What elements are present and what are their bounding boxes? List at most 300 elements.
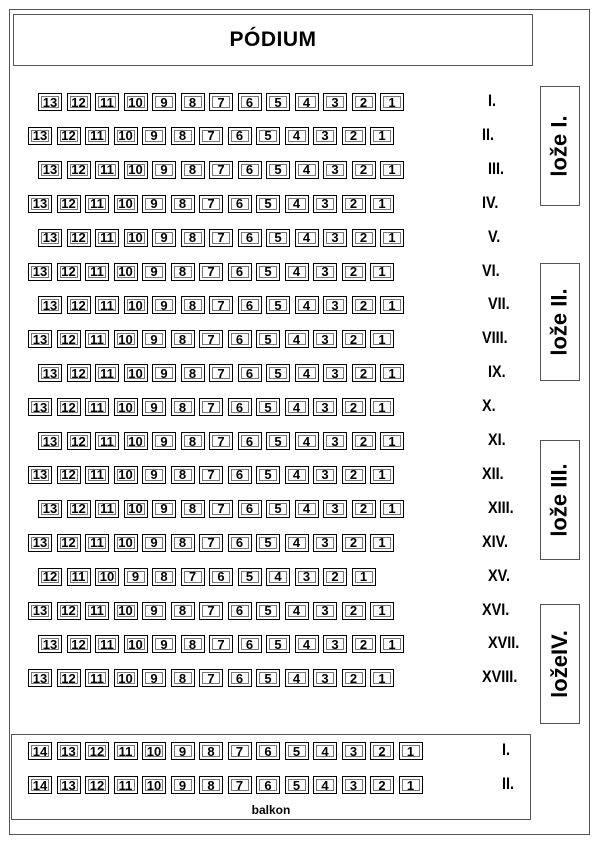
seat[interactable]: 12 [57,466,81,484]
seat[interactable]: 14 [28,776,52,794]
seat[interactable]: 2 [342,534,366,552]
seat[interactable]: 13 [38,500,62,518]
seat[interactable]: 11 [95,635,119,653]
seat[interactable]: 12 [67,500,91,518]
seat[interactable]: 4 [295,296,319,314]
seat-row [28,668,399,688]
seat[interactable]: 10 [124,432,148,450]
seat[interactable]: 8 [181,364,205,382]
seat[interactable]: 12 [57,602,81,620]
seat[interactable]: 8 [171,330,195,348]
seat[interactable]: 12 [67,161,91,179]
seat[interactable]: 7 [209,161,233,179]
seat[interactable]: 2 [370,742,394,760]
seat[interactable]: 11 [85,534,109,552]
seat[interactable]: 6 [238,93,262,111]
seat[interactable]: 11 [85,466,109,484]
seat[interactable]: 9 [142,534,166,552]
seat[interactable]: 7 [209,364,233,382]
seat[interactable]: 1 [370,669,394,687]
seat[interactable]: 6 [238,296,262,314]
seat[interactable]: 4 [266,568,290,586]
seat[interactable]: 9 [152,93,176,111]
seat[interactable]: 13 [28,398,52,416]
seat[interactable]: 11 [95,432,119,450]
seat[interactable]: 4 [285,398,309,416]
seat[interactable]: 5 [266,296,290,314]
row-label: I. [502,740,511,759]
seat[interactable]: 2 [352,296,376,314]
seat[interactable]: 5 [256,195,280,213]
seat[interactable]: 12 [67,296,91,314]
seat[interactable]: 13 [28,263,52,281]
loge-box [540,604,580,724]
row-label: VIII. [482,328,508,348]
seat[interactable]: 13 [28,534,52,552]
seat[interactable]: 8 [181,500,205,518]
seat[interactable]: 7 [199,602,223,620]
seat[interactable]: 3 [313,669,337,687]
row-label: VII. [488,294,510,314]
seat[interactable]: 10 [114,534,138,552]
seat[interactable]: 6 [209,568,233,586]
seat[interactable]: 7 [199,669,223,687]
seat-row [38,363,409,383]
seat[interactable]: 8 [181,296,205,314]
seat[interactable]: 13 [38,161,62,179]
seat[interactable]: 4 [285,330,309,348]
seat[interactable]: 7 [209,432,233,450]
seat[interactable]: 2 [352,364,376,382]
seat[interactable]: 3 [323,93,347,111]
loge-box [540,263,580,381]
seat[interactable]: 5 [256,669,280,687]
seat[interactable]: 9 [152,296,176,314]
seat[interactable]: 10 [114,398,138,416]
seat[interactable]: 10 [142,742,166,760]
seat[interactable]: 3 [313,127,337,145]
seat[interactable]: 1 [370,263,394,281]
seat[interactable]: 9 [142,602,166,620]
seat[interactable]: 6 [238,364,262,382]
seat[interactable]: 1 [370,195,394,213]
balcony-seat-row [28,775,427,795]
seat[interactable]: 1 [380,635,404,653]
seat[interactable]: 2 [342,263,366,281]
seat[interactable]: 5 [285,742,309,760]
seat[interactable]: 7 [199,195,223,213]
seat[interactable]: 5 [285,776,309,794]
seat[interactable]: 5 [238,568,262,586]
seat[interactable]: 1 [352,568,376,586]
seat[interactable]: 2 [342,398,366,416]
seat[interactable]: 4 [285,602,309,620]
seat[interactable]: 4 [295,500,319,518]
seat[interactable]: 1 [380,432,404,450]
seat[interactable]: 2 [352,93,376,111]
seat[interactable]: 3 [313,263,337,281]
seat[interactable]: 1 [399,776,423,794]
seat[interactable]: 7 [228,776,252,794]
row-label: VI. [482,260,500,280]
row-label: IX. [488,362,506,382]
seat[interactable]: 5 [266,635,290,653]
seat[interactable]: 3 [323,296,347,314]
seat[interactable]: 3 [323,635,347,653]
seat[interactable]: 5 [256,263,280,281]
seat[interactable]: 2 [352,635,376,653]
seat[interactable]: 5 [256,602,280,620]
seat[interactable]: 2 [342,669,366,687]
row-label: XVI. [482,599,510,619]
seat-row [38,228,409,248]
seat[interactable]: 11 [95,296,119,314]
seat[interactable]: 3 [342,742,366,760]
seat[interactable]: 13 [28,195,52,213]
seat[interactable]: 13 [28,127,52,145]
seat[interactable]: 2 [342,466,366,484]
seat[interactable]: 9 [142,466,166,484]
seat[interactable]: 7 [228,742,252,760]
seat[interactable]: 6 [238,161,262,179]
row-label: III. [488,158,505,178]
row-label: II. [482,124,495,144]
seat[interactable]: 7 [199,534,223,552]
seat[interactable]: 2 [352,229,376,247]
seat[interactable]: 13 [38,296,62,314]
seat[interactable]: 10 [95,568,119,586]
seat[interactable]: 6 [228,127,252,145]
seat-row [38,160,409,180]
seat[interactable]: 13 [57,776,81,794]
seat[interactable]: 4 [285,669,309,687]
seat[interactable]: 2 [352,161,376,179]
seat[interactable]: 8 [181,635,205,653]
seat[interactable]: 3 [313,398,337,416]
seat[interactable]: 7 [209,229,233,247]
seat[interactable]: 5 [266,93,290,111]
seat[interactable]: 7 [199,330,223,348]
seat-row [28,397,399,417]
seat[interactable]: 13 [38,364,62,382]
seat[interactable]: 7 [199,398,223,416]
seat[interactable]: 1 [380,161,404,179]
seat[interactable]: 9 [142,398,166,416]
seat-row [28,126,399,146]
seat[interactable]: 9 [142,330,166,348]
row-label: XIV. [482,531,508,551]
seat[interactable]: 1 [370,602,394,620]
seat[interactable]: 12 [85,776,109,794]
seat[interactable]: 2 [352,500,376,518]
seat[interactable]: 4 [295,161,319,179]
seat[interactable]: 1 [399,742,423,760]
seat[interactable]: 5 [256,534,280,552]
seat[interactable]: 9 [171,776,195,794]
seat[interactable]: 8 [152,568,176,586]
seat[interactable]: 11 [95,364,119,382]
seat[interactable]: 8 [181,161,205,179]
seat[interactable]: 12 [67,229,91,247]
seat[interactable]: 3 [313,534,337,552]
seat[interactable]: 3 [323,364,347,382]
seat[interactable]: 8 [171,466,195,484]
seat[interactable]: 12 [57,534,81,552]
seat[interactable]: 11 [67,568,91,586]
seat[interactable]: 8 [181,229,205,247]
seat[interactable]: 3 [295,568,319,586]
seat[interactable]: 6 [228,602,252,620]
loge-box [540,86,580,206]
seat[interactable]: 6 [228,195,252,213]
seat[interactable]: 13 [28,669,52,687]
seat[interactable]: 13 [38,229,62,247]
seat[interactable]: 9 [171,742,195,760]
seat-row [38,92,409,112]
seat[interactable]: 12 [67,364,91,382]
seat[interactable]: 8 [171,127,195,145]
seat[interactable]: 2 [342,602,366,620]
seat[interactable]: 13 [38,635,62,653]
seat[interactable]: 6 [238,432,262,450]
seat[interactable]: 3 [313,466,337,484]
seat[interactable]: 4 [285,127,309,145]
seat[interactable]: 8 [171,534,195,552]
seat[interactable]: 9 [152,635,176,653]
seat[interactable]: 1 [380,93,404,111]
seat[interactable]: 6 [228,669,252,687]
seat[interactable]: 5 [256,466,280,484]
seat[interactable]: 9 [152,229,176,247]
seat[interactable]: 10 [114,466,138,484]
seat[interactable]: 6 [228,534,252,552]
seat[interactable]: 10 [114,602,138,620]
seat[interactable]: 2 [370,776,394,794]
seat[interactable]: 4 [285,534,309,552]
seat[interactable]: 12 [57,195,81,213]
seat[interactable]: 6 [228,466,252,484]
seat[interactable]: 10 [124,93,148,111]
seat[interactable]: 8 [171,263,195,281]
seat[interactable]: 3 [323,500,347,518]
seat[interactable]: 6 [238,500,262,518]
seat[interactable]: 1 [370,534,394,552]
seat[interactable]: 3 [323,432,347,450]
seat[interactable]: 5 [256,330,280,348]
seat[interactable]: 11 [85,195,109,213]
seat-row [38,567,380,587]
balcony-label: balkon [251,803,291,817]
seat[interactable]: 6 [256,776,280,794]
seat[interactable]: 3 [342,776,366,794]
loge-label: lože I. [547,115,572,177]
seat[interactable]: 5 [256,398,280,416]
seat[interactable]: 4 [285,195,309,213]
seat[interactable]: 5 [266,432,290,450]
seat[interactable]: 10 [124,364,148,382]
seat[interactable]: 12 [85,742,109,760]
seat[interactable]: 4 [295,635,319,653]
seat[interactable]: 7 [209,500,233,518]
seat[interactable]: 2 [352,432,376,450]
seat[interactable]: 4 [285,466,309,484]
seat[interactable]: 7 [209,296,233,314]
seat[interactable]: 6 [228,263,252,281]
seat[interactable]: 14 [28,742,52,760]
row-label: XVII. [488,633,520,653]
seat[interactable]: 8 [181,93,205,111]
seat[interactable]: 1 [370,466,394,484]
seat[interactable]: 4 [285,263,309,281]
seat[interactable]: 1 [380,229,404,247]
seat[interactable]: 10 [114,263,138,281]
seat[interactable]: 1 [380,296,404,314]
seat[interactable]: 12 [57,263,81,281]
seat[interactable]: 6 [256,742,280,760]
seat[interactable]: 12 [67,635,91,653]
seat[interactable]: 9 [142,263,166,281]
seat[interactable]: 12 [38,568,62,586]
seat[interactable]: 3 [313,602,337,620]
seat[interactable]: 12 [57,669,81,687]
seat[interactable]: 4 [295,229,319,247]
seat[interactable]: 10 [114,195,138,213]
seat[interactable]: 5 [266,161,290,179]
seat-row [28,533,399,553]
seat[interactable]: 7 [199,127,223,145]
seat[interactable]: 5 [266,500,290,518]
seat[interactable]: 13 [28,602,52,620]
seat[interactable]: 7 [199,466,223,484]
seat[interactable]: 11 [95,161,119,179]
seat[interactable]: 11 [114,776,138,794]
seat[interactable]: 8 [199,776,223,794]
seat[interactable]: 10 [124,635,148,653]
seat[interactable]: 4 [295,364,319,382]
loge-label: lože III. [547,463,573,537]
seat[interactable]: 10 [114,330,138,348]
seat[interactable]: 13 [38,93,62,111]
row-label: XV. [488,565,510,585]
seat[interactable]: 1 [370,127,394,145]
seat[interactable]: 9 [124,568,148,586]
seat[interactable]: 9 [152,364,176,382]
seat[interactable]: 2 [342,330,366,348]
seat[interactable]: 12 [57,127,81,145]
seat[interactable]: 8 [171,398,195,416]
seat[interactable]: 7 [209,635,233,653]
seat[interactable]: 6 [238,229,262,247]
seat[interactable]: 11 [114,742,138,760]
seat-row [38,431,409,451]
seat[interactable]: 9 [152,432,176,450]
seat[interactable]: 13 [28,330,52,348]
seat[interactable]: 12 [57,398,81,416]
seat[interactable]: 2 [342,127,366,145]
seat[interactable]: 7 [181,568,205,586]
seat[interactable]: 2 [323,568,347,586]
seat[interactable]: 3 [323,229,347,247]
seat[interactable]: 5 [266,364,290,382]
seat[interactable]: 11 [85,602,109,620]
seat[interactable]: 1 [370,398,394,416]
seat[interactable]: 9 [152,161,176,179]
seat[interactable]: 8 [171,602,195,620]
seat[interactable]: 11 [95,93,119,111]
seat[interactable]: 11 [85,330,109,348]
row-label: IV. [482,192,499,212]
seat[interactable]: 1 [380,500,404,518]
seat[interactable]: 11 [85,398,109,416]
seat[interactable]: 10 [124,229,148,247]
seat-row [28,601,399,621]
seat[interactable]: 2 [342,195,366,213]
seat[interactable]: 6 [228,330,252,348]
seat[interactable]: 13 [28,466,52,484]
seat[interactable]: 10 [114,669,138,687]
seat[interactable]: 8 [199,742,223,760]
seat[interactable]: 1 [370,330,394,348]
seat[interactable]: 5 [266,229,290,247]
seat[interactable]: 9 [142,195,166,213]
seat[interactable]: 9 [152,500,176,518]
row-label: V. [488,226,501,246]
seat[interactable]: 9 [142,127,166,145]
seat[interactable]: 5 [256,127,280,145]
seat[interactable]: 12 [67,432,91,450]
seat[interactable]: 7 [199,263,223,281]
row-label: XIII. [488,497,514,517]
loge-label: lože II. [547,288,572,356]
seat[interactable]: 4 [295,93,319,111]
seat[interactable]: 3 [313,330,337,348]
seat[interactable]: 10 [114,127,138,145]
seat[interactable]: 8 [181,432,205,450]
seat[interactable]: 10 [124,296,148,314]
seat[interactable]: 3 [323,161,347,179]
seat[interactable]: 11 [95,500,119,518]
seat[interactable]: 6 [228,398,252,416]
row-label: XVIII. [482,667,518,687]
seat[interactable]: 9 [142,669,166,687]
seat[interactable]: 12 [67,93,91,111]
row-label: XII. [482,463,504,483]
seat[interactable]: 10 [124,161,148,179]
seat[interactable]: 7 [209,93,233,111]
seat[interactable]: 4 [313,776,337,794]
seat[interactable]: 1 [380,364,404,382]
seat[interactable]: 8 [171,669,195,687]
seat[interactable]: 13 [57,742,81,760]
seat[interactable]: 3 [313,195,337,213]
seat[interactable]: 11 [95,229,119,247]
seat[interactable]: 11 [85,127,109,145]
seat[interactable]: 6 [238,635,262,653]
seat[interactable]: 4 [313,742,337,760]
row-label: II. [502,774,515,793]
balcony-seat-row [28,741,427,761]
seat[interactable]: 10 [124,500,148,518]
seat[interactable]: 12 [57,330,81,348]
seat[interactable]: 11 [85,263,109,281]
seat[interactable]: 8 [171,195,195,213]
podium: PÓDIUM [13,14,533,66]
seat[interactable]: 10 [142,776,166,794]
seat[interactable]: 11 [85,669,109,687]
seat[interactable]: 4 [295,432,319,450]
seat-row [38,634,409,654]
seat[interactable]: 13 [38,432,62,450]
